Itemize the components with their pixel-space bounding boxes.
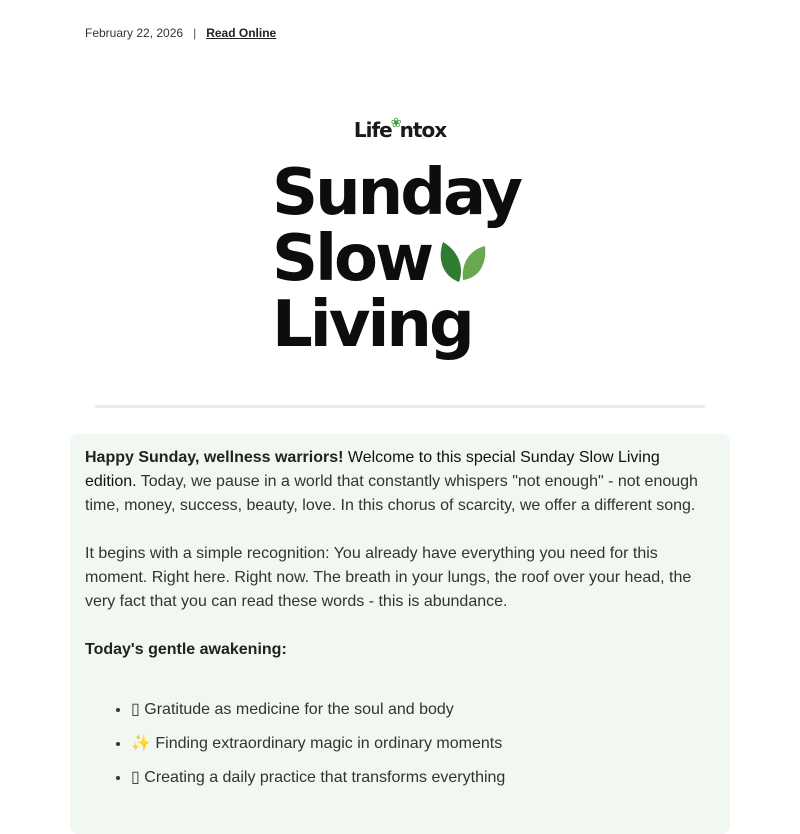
header-separator: | xyxy=(193,26,197,40)
logo-text-left: Life xyxy=(353,118,392,142)
issue-date: February 22, 2026 xyxy=(85,26,184,40)
hero-line-3: Living xyxy=(272,288,472,362)
hero-title xyxy=(272,156,572,362)
header-bar xyxy=(85,26,276,40)
intro-paragraph xyxy=(85,446,715,518)
lifeuntox-logo xyxy=(0,116,800,142)
hero-line-1: Sunday xyxy=(272,156,520,230)
list-item xyxy=(131,732,715,756)
gratitude-icon: ▯ xyxy=(131,701,140,718)
hero-line-2-wrap xyxy=(272,222,572,296)
leaf-pair-icon xyxy=(437,236,487,284)
list-item-text: Finding extraordinary magic in ordinary moments xyxy=(155,735,503,752)
intro-rest: Today, we pause in a world that constantly whispers "not enough" - not enough time, money, success, beauty, love. In this chorus of scarcity, we offer a different song. xyxy=(85,473,698,514)
section-divider xyxy=(95,405,705,408)
intro-highlight: Welcome to this special Sunday Slow Living edition. xyxy=(85,449,660,490)
intro-greeting: Happy Sunday, wellness warriors! xyxy=(85,449,344,466)
read-online-link[interactable]: Read Online xyxy=(206,26,277,40)
logo-text-right: ntox xyxy=(399,118,447,142)
subheading: Today's gentle awakening: xyxy=(85,641,287,658)
hero-line-2: Slow xyxy=(272,222,432,296)
leaf-icon: ❀ xyxy=(390,116,401,131)
awakening-list xyxy=(85,698,715,790)
content-card xyxy=(70,434,730,834)
list-item xyxy=(131,698,715,722)
abundance-paragraph: It begins with a simple recognition: You already have everything you need for this moment. Right here. Right now. The breath in your lungs, the roof over your head, the very fact that you can read these words - this is abundance. xyxy=(85,545,692,610)
sparkles-icon: ✨ xyxy=(131,735,151,752)
list-item-text: Gratitude as medicine for the soul and body xyxy=(144,701,454,718)
practice-icon: ▯ xyxy=(131,769,140,786)
list-item xyxy=(131,766,715,790)
list-item-text: Creating a daily practice that transforms everything xyxy=(144,769,506,786)
